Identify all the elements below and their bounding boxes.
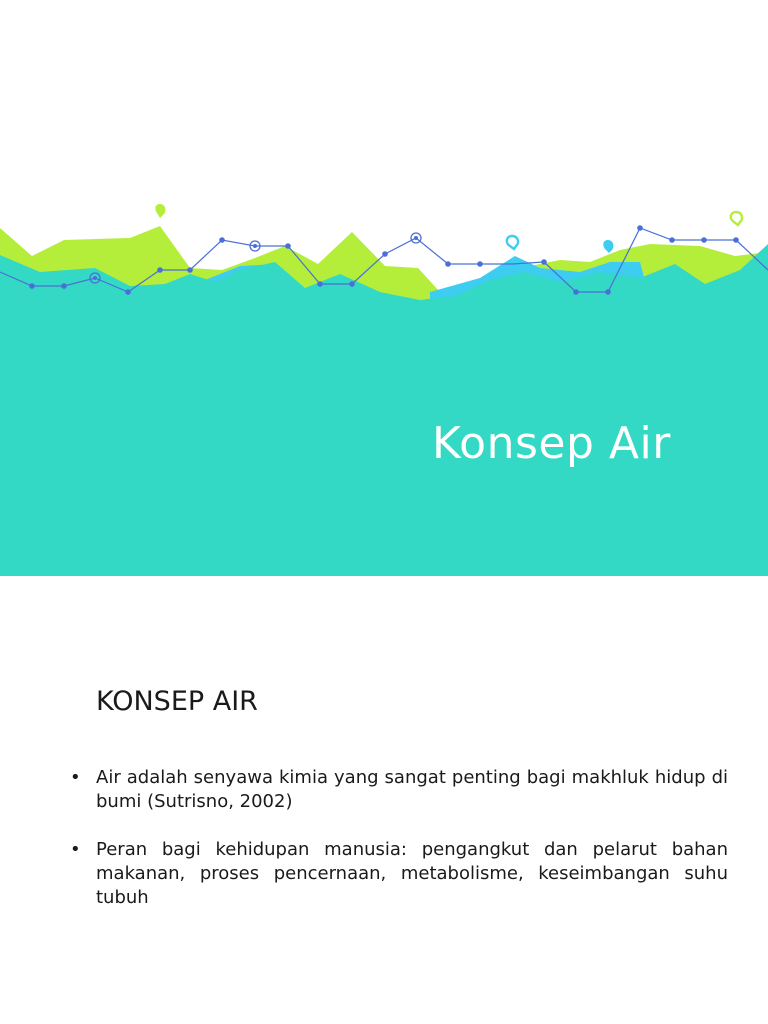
slide-title: Konsep Air <box>432 418 671 469</box>
teal-background <box>0 244 768 576</box>
bullet-item <box>70 838 728 910</box>
bullet-item <box>70 766 728 814</box>
bullet-list <box>70 766 728 934</box>
sky-ring-droplet-icon <box>507 236 518 249</box>
lime-droplet-icon <box>155 204 165 218</box>
content-slide <box>0 576 768 1024</box>
bullet-dot-icon: • <box>70 767 81 788</box>
lime-ring-droplet-icon <box>731 212 742 225</box>
bullet-text: Air adalah senyawa kimia yang sangat penting bagi makhluk hidup di bumi (Sutrisno, 2002) <box>96 767 728 812</box>
sky-droplet-icon <box>603 240 613 253</box>
slide-heading: KONSEP AIR <box>96 686 258 717</box>
bullet-text: Peran bagi kehidupan manusia: pengangkut dan pelarut bahan makanan, proses pencernaan, metabolisme, keseimbangan suhu tubuh <box>96 839 728 908</box>
bullet-dot-icon: • <box>70 839 81 860</box>
